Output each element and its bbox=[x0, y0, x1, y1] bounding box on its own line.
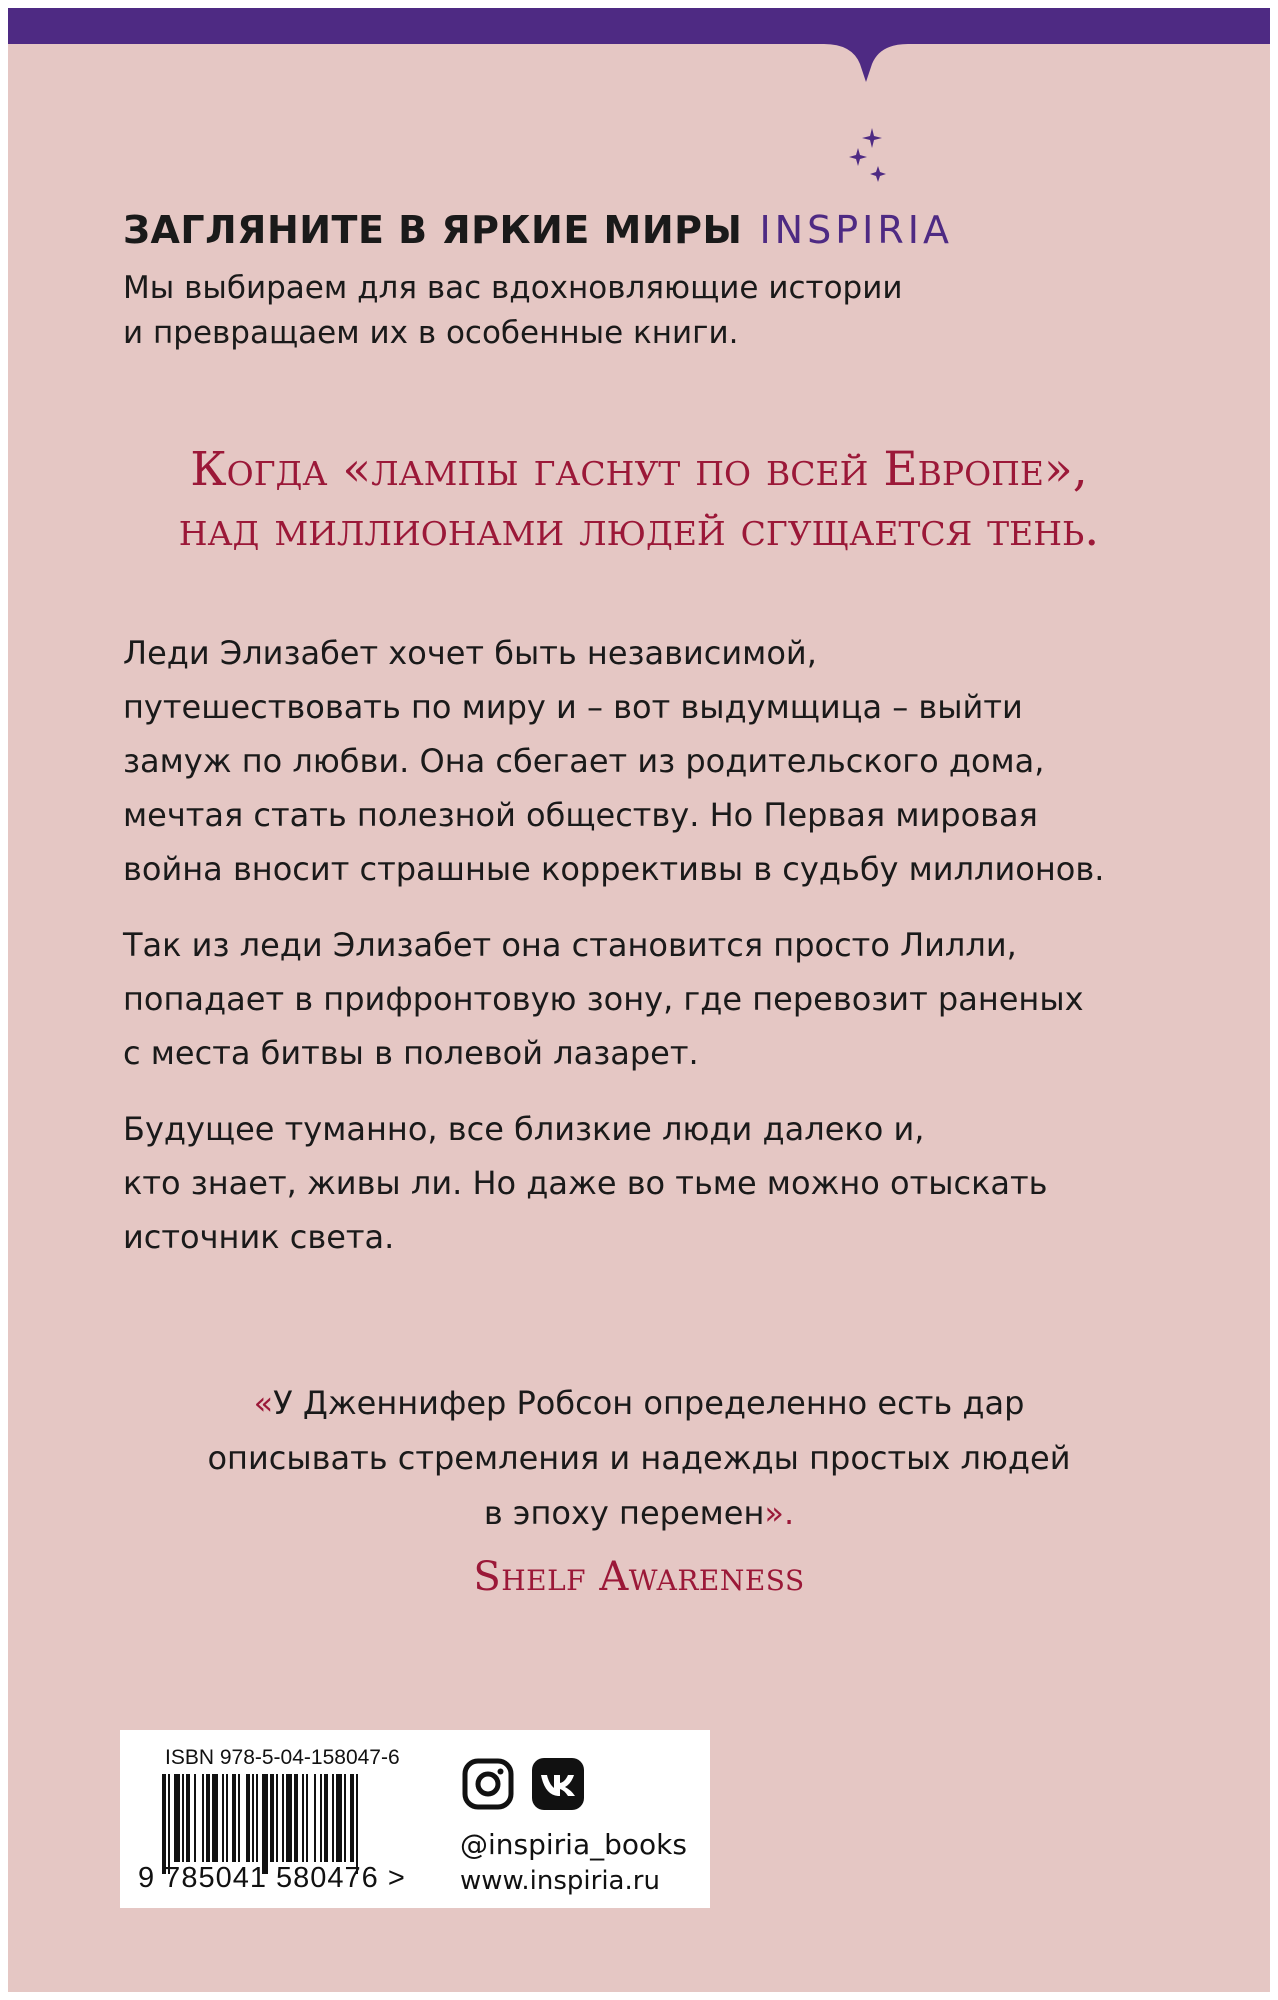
quote-line bbox=[8, 1376, 1270, 1431]
isbn-info-box bbox=[120, 1730, 710, 1908]
website-link[interactable]: www.inspiria.ru bbox=[460, 1866, 660, 1896]
headline-line: Когда «лампы гаснут по всей Европе», bbox=[190, 442, 1088, 497]
description-paragraph bbox=[123, 918, 1203, 1080]
barcode-number: 9 785041 580476 > bbox=[138, 1862, 406, 1894]
quote-line bbox=[8, 1486, 1270, 1541]
description-line: замуж по любви. Она сбегает из родительского дома, bbox=[123, 742, 1045, 780]
description-line: путешествовать по миру и – вот выдумщица – выйти bbox=[123, 688, 1023, 726]
review-quote bbox=[8, 1376, 1270, 1541]
series-title: ЗАГЛЯНИТЕ В ЯРКИЕ МИРЫ bbox=[123, 208, 743, 252]
description-paragraph bbox=[123, 1102, 1203, 1264]
description-line: Леди Элизабет хочет быть независимой, bbox=[123, 634, 817, 672]
sparkle-icon bbox=[848, 128, 898, 198]
description-line: Будущее туманно, все близкие люди далеко и, bbox=[123, 1110, 925, 1148]
description-line: источник света. bbox=[123, 1218, 395, 1256]
book-description bbox=[123, 626, 1203, 1286]
book-back-cover bbox=[8, 8, 1270, 1992]
description-line: с места битвы в полевой лазарет. bbox=[123, 1034, 699, 1072]
quote-source: Shelf Awareness bbox=[473, 1554, 805, 1600]
quote-open-mark: « bbox=[253, 1384, 274, 1422]
description-line: Так из леди Элизабет она становится просто Лилли, bbox=[123, 926, 1017, 964]
social-handle: @inspiria_books bbox=[460, 1828, 687, 1861]
description-line: кто знает, живы ли. Но даже во тьме можно отыскать bbox=[123, 1164, 1048, 1202]
description-line: война вносит страшные коррективы в судьбу миллионов. bbox=[123, 850, 1105, 888]
quote-text: в эпоху перемен bbox=[483, 1494, 765, 1532]
tagline-line: Мы выбираем для вас вдохновляющие истории bbox=[123, 270, 903, 306]
headline-line: над миллионами людей сгущается тень. bbox=[178, 502, 1100, 557]
description-line: попадает в прифронтовую зону, где перевозит раненых bbox=[123, 980, 1084, 1018]
series-heading bbox=[123, 208, 953, 252]
headline bbox=[8, 440, 1270, 560]
brand-name: INSPIRIA bbox=[759, 208, 953, 252]
vk-icon[interactable] bbox=[532, 1758, 584, 1810]
quote-line: описывать стремления и надежды простых людей bbox=[207, 1439, 1071, 1477]
description-paragraph bbox=[123, 626, 1203, 896]
isbn-label: ISBN 978-5-04-158047-6 bbox=[165, 1746, 400, 1769]
description-line: мечтая стать полезной обществу. Но Первая мировая bbox=[123, 796, 1038, 834]
tagline bbox=[123, 266, 1223, 356]
instagram-icon[interactable] bbox=[462, 1758, 514, 1810]
tagline-line: и превращаем их в особенные книги. bbox=[123, 315, 739, 351]
quote-text: У Дженнифер Робсон определенно есть дар bbox=[273, 1384, 1025, 1422]
top-band bbox=[8, 8, 1270, 138]
quote-close-mark: ». bbox=[764, 1494, 795, 1532]
